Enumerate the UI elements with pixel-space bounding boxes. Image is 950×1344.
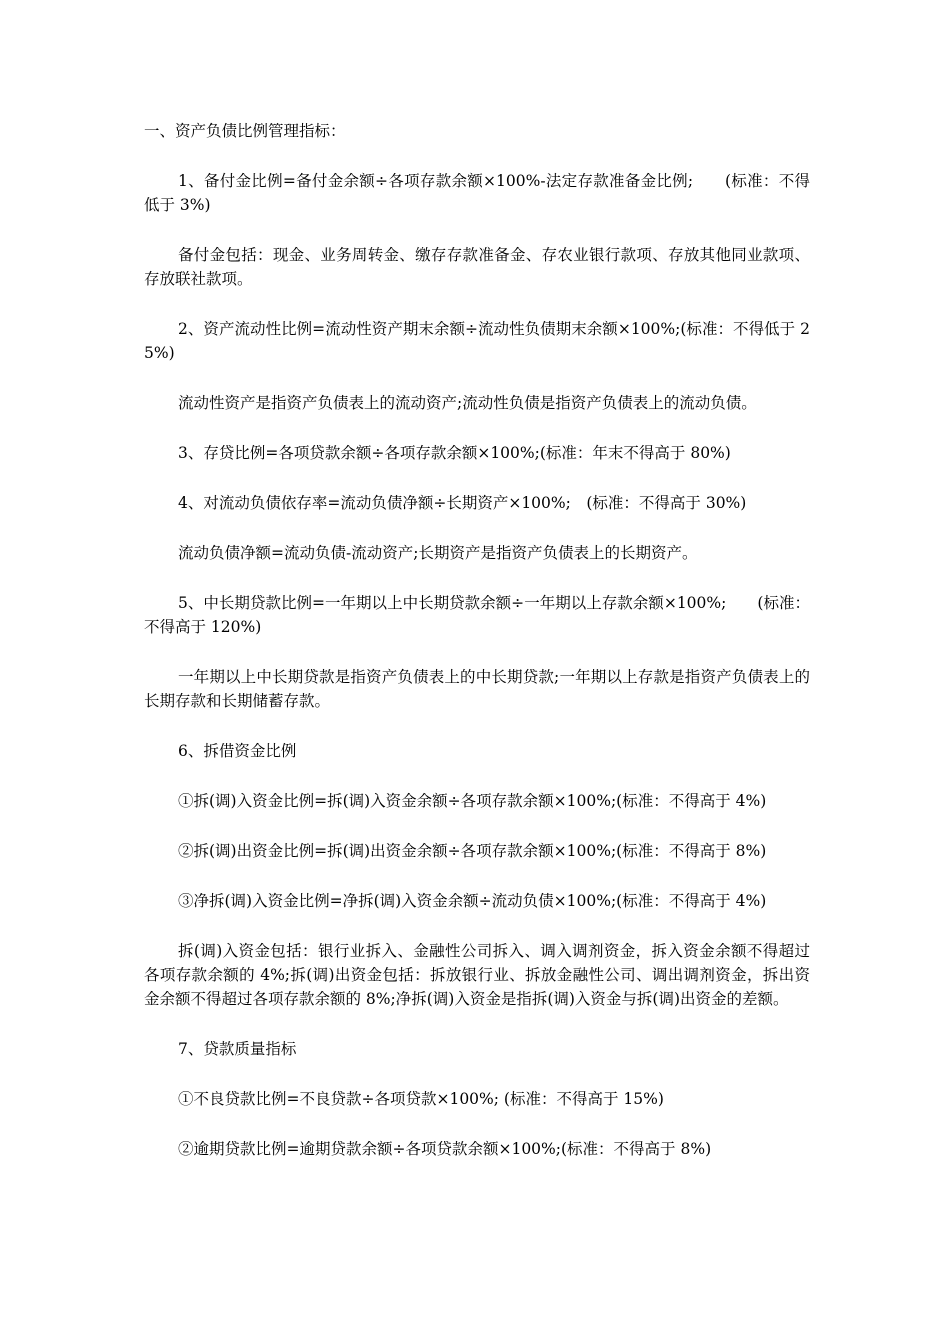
paragraph-medium-long-term-ratio: 5、中长期贷款比例=一年期以上中长期贷款余额÷一年期以上存款余额×100%; (标准：不得高于 120%)	[144, 594, 810, 636]
paragraph-loan-deposit-ratio: 3、存贷比例=各项贷款余额÷各项存款余额×100%;(标准：年末不得高于 80%)	[178, 444, 731, 462]
paragraph-reserve-components: 备付金包括：现金、业务周转金、缴存存款准备金、存农业银行款项、存放其他同业款项、存放联社款项。	[144, 246, 810, 288]
paragraph-dependency-ratio: 4、对流动负债依存率=流动负债净额÷长期资产×100%; (标准：不得高于 30%)	[178, 494, 747, 512]
paragraph-net-borrowing-ratio: ③净拆(调)入资金比例=净拆(调)入资金余额÷流动负债×100%;(标准：不得高于 4%)	[178, 892, 767, 910]
paragraph-borrowing-ratio: ①拆(调)入资金比例=拆(调)入资金余额÷各项存款余额×100%;(标准：不得高于 4%)	[178, 792, 767, 810]
paragraph-net-liability-definition: 流动负债净额=流动负债-流动资产;长期资产是指资产负债表上的长期资产。	[178, 544, 698, 562]
paragraph-overdue-ratio: ②逾期贷款比例=逾期贷款余额÷各项贷款余额×100%;(标准：不得高于 8%)	[178, 1140, 712, 1158]
paragraph-interbank-definition: 拆(调)入资金包括：银行业拆入、金融性公司拆入、调入调剂资金，拆入资金余额不得超过各项存款余额的 4%;拆(调)出资金包括：拆放银行业、拆放金融性公司、调出调剂资金，拆出资金余额不得超过各项存款余额的 8%;净拆(调)入资金是指拆(调)入资金与拆(调)出资金的差额。	[144, 942, 810, 1008]
paragraph-liquidity-definition: 流动性资产是指资产负债表上的流动资产;流动性负债是指资产负债表上的流动负债。	[178, 394, 757, 412]
paragraph-medium-long-term-definition: 一年期以上中长期贷款是指资产负债表上的中长期贷款;一年期以上存款是指资产负债表上的长期存款和长期储蓄存款。	[144, 668, 810, 710]
paragraph-interbank-heading: 6、拆借资金比例	[178, 742, 297, 760]
paragraph-loan-quality-heading: 7、贷款质量指标	[178, 1040, 297, 1058]
paragraph-lending-ratio: ②拆(调)出资金比例=拆(调)出资金余额÷各项存款余额×100%;(标准：不得高于 8%)	[178, 842, 767, 860]
paragraph-liquidity-ratio: 2、资产流动性比例=流动性资产期末余额÷流动性负债期末余额×100%;(标准：不得低于 25%)	[144, 320, 810, 362]
section-heading: 一、资产负债比例管理指标：	[144, 122, 346, 140]
paragraph-reserve-ratio: 1、备付金比例=备付金余额÷各项存款余额×100%-法定存款准备金比例; (标准：不得低于 3%)	[144, 172, 810, 214]
paragraph-npl-ratio: ①不良贷款比例=不良贷款÷各项贷款×100%; (标准：不得高于 15%)	[178, 1090, 664, 1108]
document-body	[144, 119, 810, 1187]
